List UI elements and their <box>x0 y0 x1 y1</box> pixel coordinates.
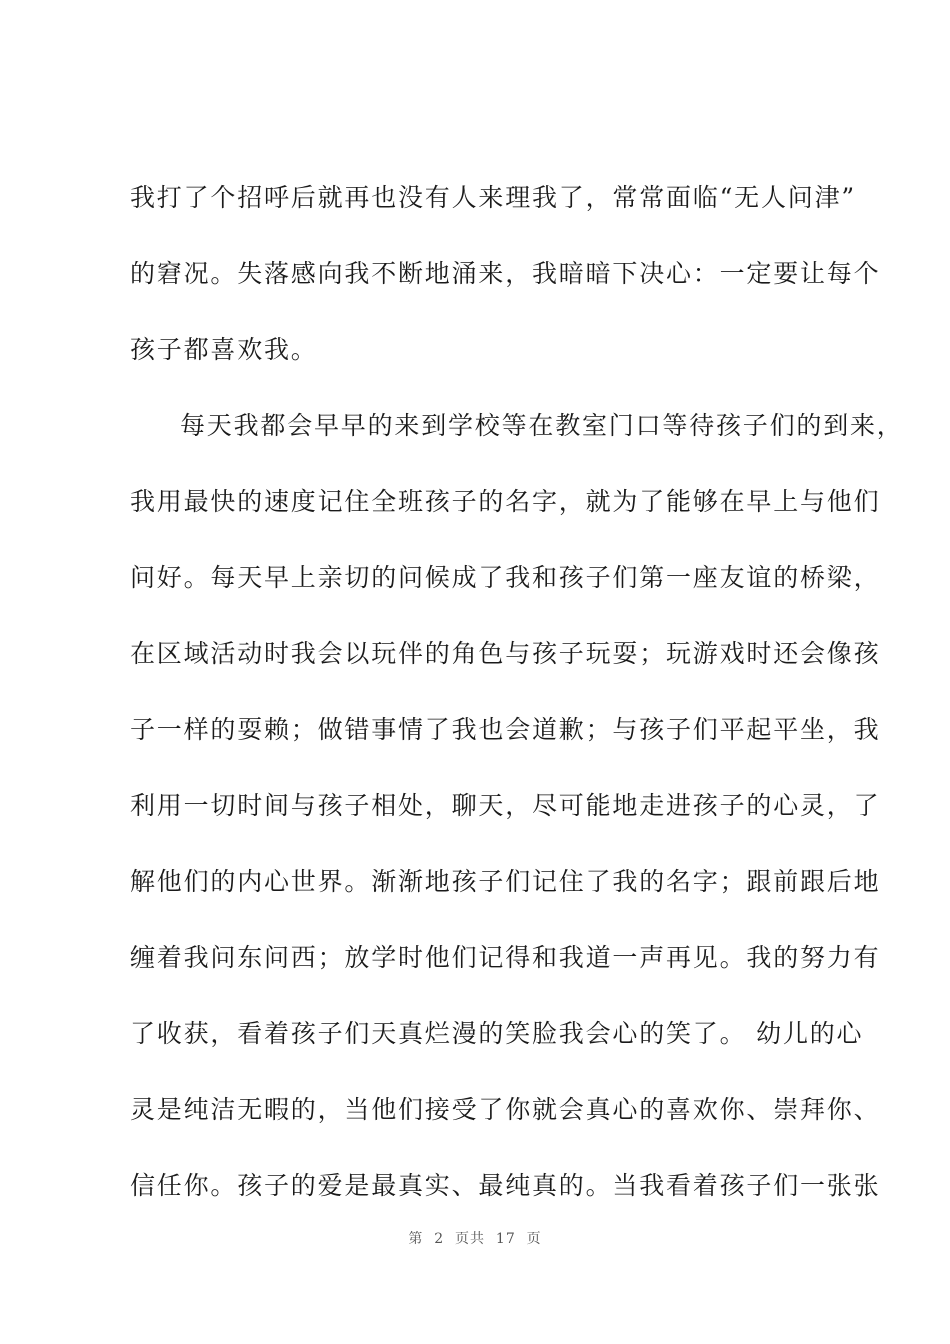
text-line: 我打了个招呼后就再也没有人来理我了，常常面临“无人问津” <box>130 183 856 212</box>
text-line: 孩子都喜欢我。 <box>130 335 318 364</box>
text-line: 灵是纯洁无暇的，当他们接受了你就会真心的喜欢你、崇拜你、 <box>130 1095 881 1124</box>
text-line: 信任你。孩子的爱是最真实、最纯真的。当我看着孩子们一张张 <box>130 1171 881 1200</box>
text-line: 解他们的内心世界。渐渐地孩子们记住了我的名字；跟前跟后地 <box>130 867 881 896</box>
text-line: 的窘况。失落感向我不断地涌来，我暗暗下决心：一定要让每个 <box>130 259 881 288</box>
text-line: 利用一切时间与孩子相处，聊天，尽可能地走进孩子的心灵，了 <box>130 791 881 820</box>
text-line: 了收获，看着孩子们天真烂漫的笑脸我会心的笑了。 幼儿的心 <box>130 1019 864 1048</box>
paragraph-start-line: 每天我都会早早的来到学校等在教室门口等待孩子们的到来， <box>180 411 904 440</box>
page-number-footer: 第 2 页共 17 页 <box>408 1231 542 1247</box>
text-line: 在区域活动时我会以玩伴的角色与孩子玩耍；玩游戏时还会像孩 <box>130 639 881 668</box>
text-line: 缠着我问东问西；放学时他们记得和我道一声再见。我的努力有 <box>130 943 881 972</box>
text-line: 子一样的耍赖；做错事情了我也会道歉；与孩子们平起平坐，我 <box>130 715 881 744</box>
text-line: 问好。每天早上亲切的问候成了我和孩子们第一座友谊的桥梁， <box>130 563 881 592</box>
text-line: 我用最快的速度记住全班孩子的名字，就为了能够在早上与他们 <box>130 487 881 516</box>
